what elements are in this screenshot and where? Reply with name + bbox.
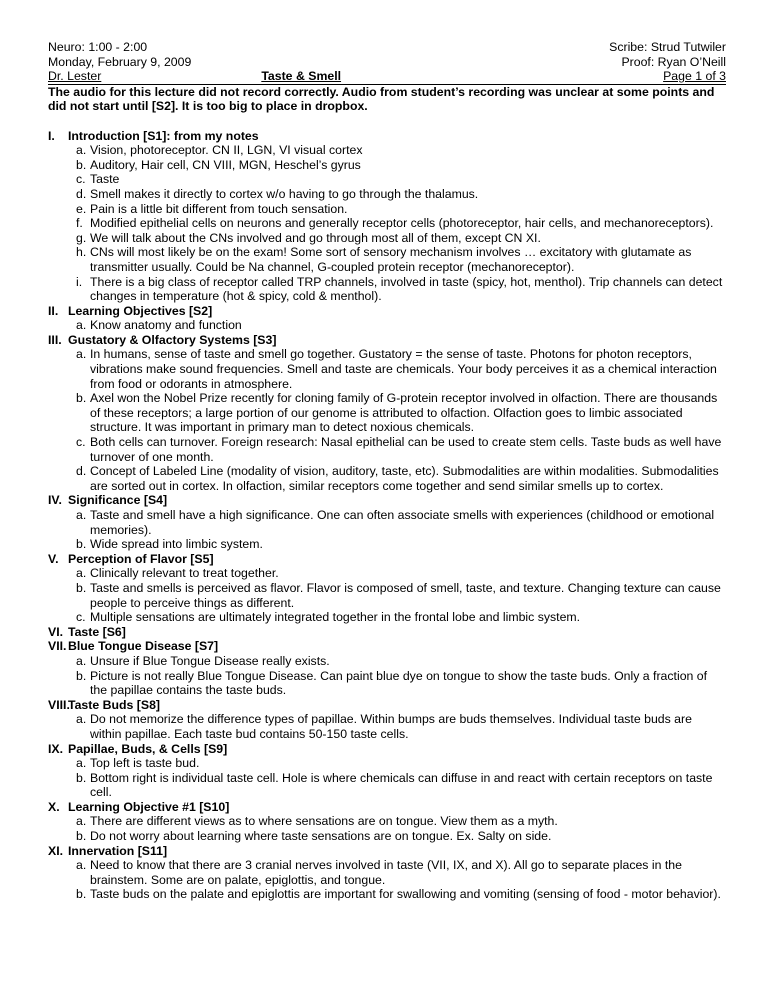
section-heading — [48, 304, 726, 319]
item-text: CNs will most likely be on the exam! Some sort of sensory mechanism involves … excitatory with glutamate as transmitter usually. Could be Na channel, G-coupled protein receptor (mechanoreceptor). — [90, 245, 692, 274]
outline-item — [48, 537, 726, 552]
outline-item — [48, 858, 726, 887]
item-text: In humans, sense of taste and smell go together. Gustatory = the sense of taste. Photons for photon receptors, vibrations make sound frequencies. Smell and taste are chemicals. Your body perceives it as a chemical interaction from food or odorants in atmosphere. — [90, 347, 717, 391]
outline-item — [48, 712, 726, 741]
item-text: Top left is taste bud. — [90, 756, 200, 771]
item-text: Taste buds on the palate and epiglottis are important for swallowing and vomiting (sensing of food - motor behavior). — [90, 887, 721, 902]
section-heading — [48, 800, 726, 815]
outline-item — [48, 391, 726, 435]
section-number: IX. — [48, 741, 64, 756]
item-text: Need to know that there are 3 cranial nerves involved in taste (VII, IX, and X). All go to separate places in the brainstem. Some are on palate, epiglottis, and tongue. — [90, 858, 682, 887]
section-heading — [48, 493, 726, 508]
section-number: XI. — [48, 843, 64, 858]
item-letter: d. — [76, 464, 87, 479]
section-title: Introduction [S1]: from my notes — [68, 128, 259, 143]
item-letter: c. — [76, 435, 86, 450]
outline-item — [48, 887, 726, 902]
section-title: Significance [S4] — [68, 493, 168, 508]
course-label: Neuro: 1:00 - 2:00 — [48, 40, 148, 54]
outline-item — [48, 158, 726, 173]
item-text: Pain is a little bit different from touch sensation. — [90, 201, 348, 216]
outline-item — [48, 275, 726, 304]
outline-item — [48, 143, 726, 158]
section-number: V. — [48, 551, 59, 566]
outline-item — [48, 654, 726, 669]
outline-item — [48, 508, 726, 537]
item-letter: e. — [76, 201, 87, 216]
lecturer-label: Dr. Lester — [48, 69, 102, 84]
section-number: II. — [48, 303, 59, 318]
date-label: Monday, February 9, 2009 — [48, 54, 192, 69]
proof-label: Proof: Ryan O’Neill — [621, 54, 726, 69]
item-text: Smell makes it directly to cortex w/o having to go through the thalamus. — [90, 186, 479, 201]
item-text: Auditory, Hair cell, CN VIII, MGN, Heschel’s gyrus — [90, 157, 361, 172]
item-text: Do not worry about learning where taste sensations are on tongue. Ex. Salty on side. — [90, 829, 552, 844]
item-text: Clinically relevant to treat together. — [90, 566, 279, 581]
outline-item — [48, 202, 726, 217]
section-number: VII. — [48, 639, 67, 654]
section-heading — [48, 742, 726, 757]
section-number: III. — [48, 332, 62, 347]
section-number: I. — [48, 128, 55, 143]
item-letter: b. — [76, 887, 87, 902]
section-heading — [48, 129, 726, 144]
outline-item — [48, 231, 726, 246]
item-letter: a. — [76, 508, 87, 522]
outline-item — [48, 829, 726, 844]
item-text: Picture is not really Blue Tongue Disease. Can paint blue dye on tongue to show the taste buds. Only a fraction of the papillae contains the taste buds. — [90, 668, 708, 698]
item-letter: a. — [76, 858, 87, 873]
outline-item — [48, 187, 726, 202]
outline-item — [48, 566, 726, 581]
section-title: Gustatory & Olfactory Systems [S3] — [68, 332, 277, 347]
item-letter: b. — [76, 580, 87, 595]
outline-item — [48, 669, 726, 698]
outline-item — [48, 756, 726, 771]
item-text: Multiple sensations are ultimately integrated together in the frontal lobe and limbic system. — [90, 610, 581, 625]
outline-item — [48, 771, 726, 800]
item-text: Modified epithelial cells on neurons and generally receptor cells (photoreceptor, hair cells, and mechanoreceptors). — [90, 216, 714, 231]
item-text: There is a big class of receptor called TRP channels, involved in taste (spicy, hot, menthol). Trip channels can detect changes in temperature (hot & spicy, cold & menthol). — [90, 274, 723, 304]
item-letter: a. — [76, 318, 87, 333]
item-letter: h. — [76, 245, 87, 260]
section-title: Blue Tongue Disease [S7] — [68, 639, 219, 654]
section-title: Taste Buds [S8] — [68, 697, 161, 712]
item-text: Bottom right is individual taste cell. Hole is where chemicals can diffuse in and react with certain receptors on taste cell. — [90, 770, 713, 800]
section-title: Learning Objectives [S2] — [68, 303, 213, 318]
section-heading — [48, 698, 726, 713]
item-text: Taste and smells is perceived as flavor. Flavor is composed of smell, taste, and texture. Changing texture can cause people to perceive things as different. — [90, 580, 721, 610]
outline-item — [48, 610, 726, 625]
header-row-3 — [48, 69, 726, 85]
item-letter: a. — [76, 814, 87, 829]
item-text: Concept of Labeled Line (modality of vision, auditory, taste, etc). Submodalities are within modalities. Submodalities are sorted out in cortex. In olfaction, similar receptors come together and send similar smells up to cortex. — [90, 464, 719, 493]
item-letter: b. — [76, 391, 87, 406]
audio-notice: The audio for this lecture did not record correctly. Audio from student’s recording was unclear at some points and did not start until [S2]. It is too big to place in dropbox. — [48, 84, 715, 114]
section-heading — [48, 552, 726, 567]
item-text: There are different views as to where sensations are on tongue. View them as a myth. — [90, 814, 558, 829]
outline-item — [48, 347, 726, 391]
item-letter: b. — [76, 157, 87, 172]
item-text: Unsure if Blue Tongue Disease really exists. — [90, 653, 330, 668]
section-title: Papillae, Buds, & Cells [S9] — [68, 741, 228, 756]
section-title: Perception of Flavor [S5] — [68, 551, 214, 566]
outline-item — [48, 464, 726, 493]
page-number: Page 1 of 3 — [663, 69, 726, 84]
outline — [48, 129, 726, 902]
outline-item — [48, 245, 726, 274]
item-letter: a. — [76, 712, 87, 727]
item-text: Do not memorize the difference types of papillae. Within bumps are buds themselves. Individual taste buds are within papillae. Each taste bud contains 50-150 taste cells. — [90, 712, 692, 741]
item-letter: a. — [76, 566, 87, 581]
item-letter: f. — [76, 216, 83, 231]
item-letter: a. — [76, 143, 87, 158]
item-letter: a. — [76, 347, 87, 362]
outline-item — [48, 216, 726, 231]
item-text: Taste — [90, 172, 120, 187]
section-number: X. — [48, 799, 60, 814]
item-text: Taste and smell have a high significance. One can often associate smells with experiences (childhood or emotional memories). — [90, 508, 715, 537]
section-number: VI. — [48, 624, 64, 639]
item-letter: b. — [76, 537, 87, 552]
section-title: Learning Objective #1 [S10] — [68, 799, 230, 814]
item-letter: a. — [76, 653, 87, 668]
section-number: VIII. — [48, 697, 70, 712]
section-heading — [48, 333, 726, 348]
outline-item — [48, 814, 726, 829]
section-number: IV. — [48, 493, 62, 508]
item-letter: g. — [76, 230, 87, 245]
item-letter: d. — [76, 186, 87, 201]
item-letter: b. — [76, 668, 87, 683]
item-letter: c. — [76, 610, 86, 625]
outline-item — [48, 435, 726, 464]
section-heading — [48, 625, 726, 640]
item-letter: b. — [76, 770, 87, 785]
section-heading — [48, 639, 726, 654]
header-row-1 — [48, 40, 726, 55]
item-letter: b. — [76, 829, 87, 844]
item-letter: c. — [76, 172, 86, 187]
item-text: We will talk about the CNs involved and go through most all of them, except CN XI. — [90, 230, 541, 245]
item-text: Both cells can turnover. Foreign research: Nasal epithelial can be used to create stem cells. Taste buds as well have turnover of one month. — [90, 435, 722, 464]
item-text: Know anatomy and function — [90, 318, 242, 333]
item-letter: a. — [76, 756, 87, 771]
document-title: Taste & Smell — [261, 69, 342, 84]
outline-item — [48, 318, 726, 333]
item-text: Vision, photoreceptor. CN II, LGN, VI visual cortex — [90, 143, 363, 158]
item-text: Axel won the Nobel Prize recently for cloning family of G-protein receptor involved in olfaction. There are thousands of these receptors; a large portion of our genome is attributed to olfaction. Olfaction goes to limbic associated structure. It was important in primary man to detect noxious chemicals. — [90, 391, 718, 435]
section-title: Innervation [S11] — [68, 843, 168, 858]
outline-item — [48, 581, 726, 610]
scribe-label: Scribe: Strud Tutwiler — [609, 40, 726, 54]
item-text: Wide spread into limbic system. — [90, 537, 263, 552]
item-letter: i. — [76, 274, 83, 289]
section-heading — [48, 844, 726, 859]
outline-item — [48, 172, 726, 187]
section-title: Taste [S6] — [68, 624, 126, 639]
header-row-2 — [48, 55, 726, 70]
